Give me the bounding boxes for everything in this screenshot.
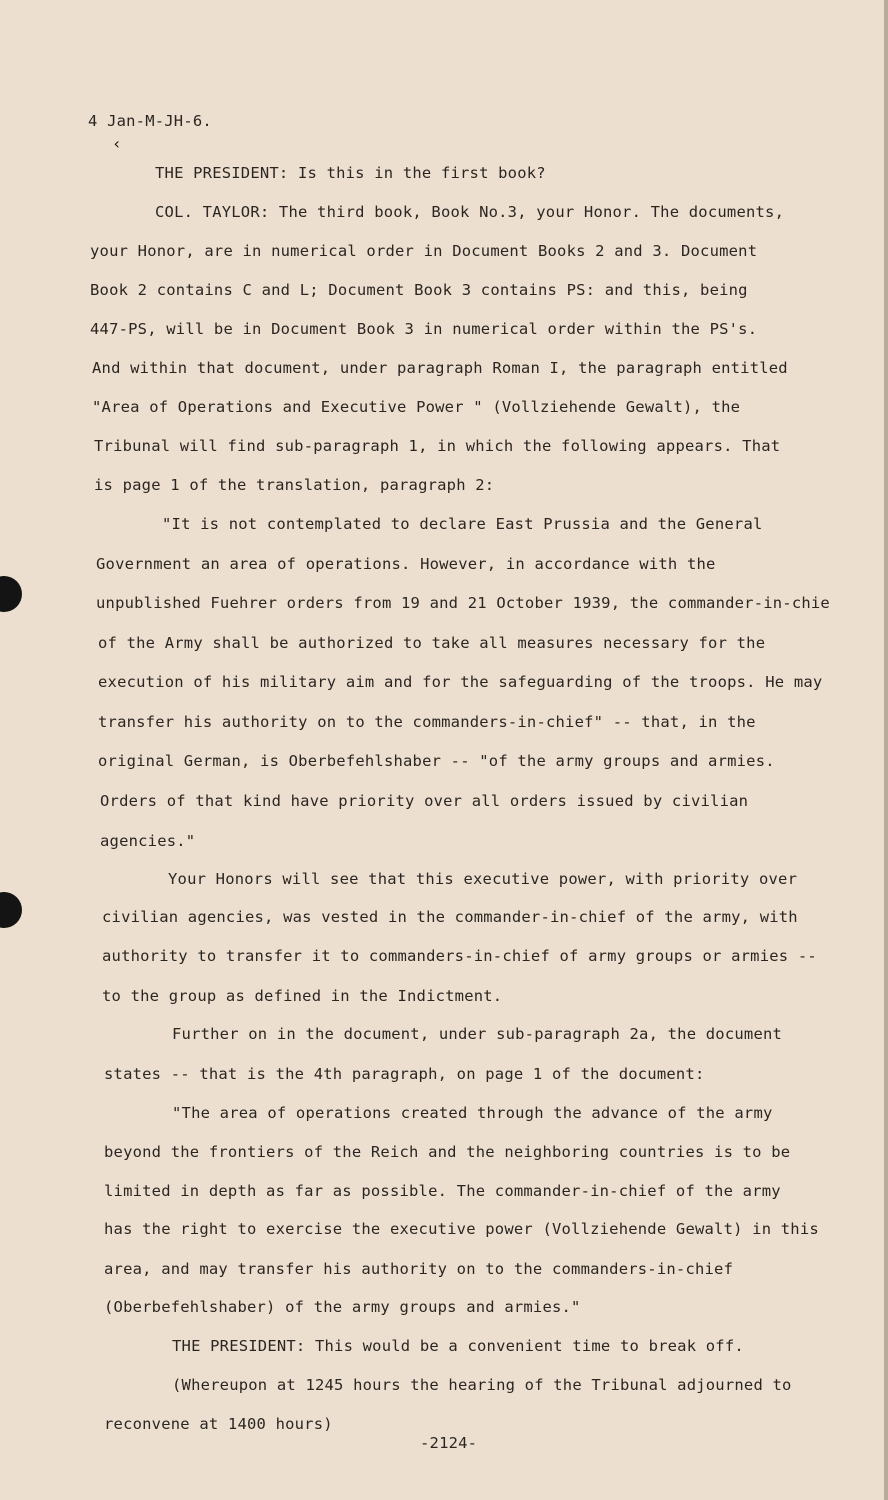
text-line: to the group as defined in the Indictment. [102, 987, 503, 1005]
text-line: unpublished Fuehrer orders from 19 and 21 October 1939, the commander-in-chie [96, 594, 830, 612]
text-line: authority to transfer it to commanders-in-chief of army groups or armies -- [102, 947, 817, 965]
text-line: "It is not contemplated to declare East Prussia and the General [162, 515, 763, 533]
text-line: beyond the frontiers of the Reich and the neighboring countries is to be [104, 1143, 791, 1161]
text-line: limited in depth as far as possible. The commander-in-chief of the army [104, 1182, 781, 1200]
text-line: Tribunal will find sub-paragraph 1, in which the following appears. That [94, 437, 781, 455]
pencil-mark-icon: ‹ [112, 134, 122, 153]
text-line: agencies." [100, 832, 196, 850]
text-line: 447-PS, will be in Document Book 3 in numerical order within the PS's. [90, 320, 758, 338]
page-number: -2124- [420, 1434, 478, 1452]
text-line: states -- that is the 4th paragraph, on page 1 of the document: [104, 1065, 705, 1083]
text-line: "Area of Operations and Executive Power " (Vollziehende Gewalt), the [92, 398, 741, 416]
text-line: THE PRESIDENT: Is this in the first book? [155, 164, 546, 182]
text-line: Further on in the document, under sub-paragraph 2a, the document [172, 1025, 783, 1043]
text-line: area, and may transfer his authority on to the commanders-in-chief [104, 1260, 734, 1278]
text-line: COL. TAYLOR: The third book, Book No.3, your Honor. The documents, [155, 203, 785, 221]
text-line: And within that document, under paragraph Roman I, the paragraph entitled [92, 359, 788, 377]
document-reference: 4 Jan-M-JH-6. [88, 112, 212, 130]
text-line: Your Honors will see that this executive power, with priority over [168, 870, 798, 888]
text-line: execution of his military aim and for the safeguarding of the troops. He may [98, 673, 823, 691]
punch-hole [0, 576, 22, 612]
text-line: Orders of that kind have priority over all orders issued by civilian [100, 792, 749, 810]
text-line: (Whereupon at 1245 hours the hearing of the Tribunal adjourned to [172, 1376, 792, 1394]
page-edge [884, 0, 888, 1500]
text-line: "The area of operations created through the advance of the army [172, 1104, 773, 1122]
punch-hole [0, 892, 22, 928]
text-line: is page 1 of the translation, paragraph 2: [94, 476, 495, 494]
text-line: civilian agencies, was vested in the commander-in-chief of the army, with [102, 908, 798, 926]
text-line: your Honor, are in numerical order in Document Books 2 and 3. Document [90, 242, 758, 260]
text-line: transfer his authority on to the commanders-in-chief" -- that, in the [98, 713, 756, 731]
text-line: of the Army shall be authorized to take all measures necessary for the [98, 634, 766, 652]
text-line: original German, is Oberbefehlshaber -- "of the army groups and armies. [98, 752, 775, 770]
text-line: THE PRESIDENT: This would be a convenient time to break off. [172, 1337, 744, 1355]
text-line: reconvene at 1400 hours) [104, 1415, 333, 1433]
text-line: (Oberbefehlshaber) of the army groups and armies." [104, 1298, 581, 1316]
text-line: Government an area of operations. However, in accordance with the [96, 555, 716, 573]
text-line: has the right to exercise the executive power (Vollziehende Gewalt) in this [104, 1220, 819, 1238]
text-line: Book 2 contains C and L; Document Book 3 contains PS: and this, being [90, 281, 748, 299]
